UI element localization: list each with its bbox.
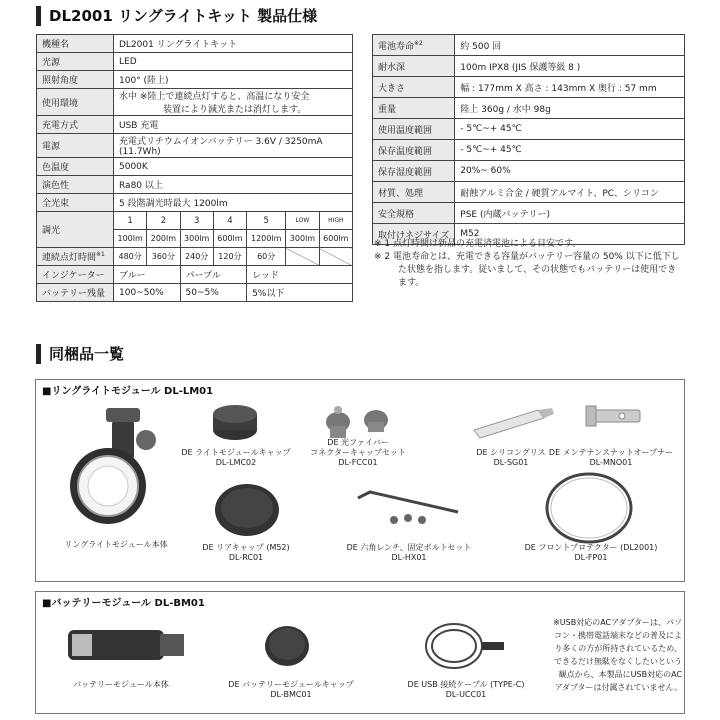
runtime-value [319,248,352,266]
spec-key-text: 材質、処理 [378,188,424,199]
spec-row [37,89,353,116]
item-hx01: DE 六角レンチ、固定ボルトセット DL-HX01 [346,543,472,562]
dimming-label: 調光 [37,212,114,248]
spec-row [37,158,353,176]
light-module-cap-icon [210,402,260,442]
spec-key: 電源 [37,134,114,158]
battery-module-label: ■バッテリーモジュール DL-BM01 [42,598,205,609]
indicator-row-label: インジケーター [37,266,114,284]
hex-wrench-icon [354,488,464,528]
ring-light-body-label: リングライトモジュール本体 [64,540,168,549]
spec-key [373,35,455,56]
spec-key [373,56,455,77]
dimming-level: 3 [180,212,213,230]
nut-opener-icon [582,404,642,430]
spec-row [373,98,685,119]
lumen-value: 600lm [319,230,352,248]
spec-value: 陸上 360g / 水中 98g [455,98,685,119]
spec-value [114,89,353,116]
spec-value-line: LED [119,56,137,67]
spec-value-line: Ra80 以上 [119,181,163,191]
spec-key-text: 耐水深 [378,62,406,73]
dimming-level: 2 [147,212,180,230]
dimming-level: 5 [247,212,286,230]
spec-key: 色温度 [37,158,114,176]
spec-row [37,53,353,71]
spec-value [114,53,353,71]
spec-key: 演色性 [37,176,114,194]
spec-value: 約 500 回 [455,35,685,56]
battery-row [37,284,353,302]
runtime-value: 480分 [114,248,147,266]
spec-value [114,116,353,134]
spec-row [37,71,353,89]
spec-value [114,176,353,194]
ring-module-box [35,379,685,582]
indicator-row-value: ブルー [114,266,181,284]
note-1: ※ 1 点灯時間は新品の充電済電池による目安です。 [374,239,582,249]
spec-value [114,35,353,53]
spec-row [373,35,685,56]
spec-row [373,119,685,140]
spec-row [37,35,353,53]
spec-value-line: DL2001 リングライトキット [119,40,238,50]
note-2: ※ 2 電池寿命とは、充電できる容量がバッテリー容量の 50% 以下に低下した状態を指します。従いまして、その状態でもバッテリーは使用できます。 [374,252,680,288]
spec-table-left [36,34,353,302]
spec-row [373,56,685,77]
battery-row-value: 50~5% [180,284,247,302]
item-rc01: DE リアキャップ (M52) DL-RC01 [202,543,290,562]
battery-row-value: 5%以下 [247,284,353,302]
spec-key-text: 電池寿命 [378,41,415,52]
page-title: DL2001 リングライトキット 製品仕様 [36,6,317,26]
dimming-level: 4 [213,212,246,230]
spec-key [373,140,455,161]
spec-key: 光源 [37,53,114,71]
lumen-value: 600lm [213,230,246,248]
spec-value: 幅 : 177mm X 高さ : 143mm X 奥行 : 57 mm [455,77,685,98]
spec-key [373,203,455,224]
spec-key-note: ※2 [414,39,423,47]
contents-title: 同梱品一覧 [36,344,124,364]
spec-value [114,194,353,212]
battery-body-icon [64,620,194,668]
rear-cap-icon [212,478,282,538]
spec-value-line: USB 充電 [119,121,159,131]
silicone-grease-icon [468,402,558,442]
battery-row-value: 100~50% [114,284,181,302]
item-sg01: DE シリコングリス DL-SG01 [476,448,546,467]
spec-value-line: 5000K [119,161,148,172]
fiber-cap-icon [320,396,400,442]
spec-key-text: 保存温度範囲 [378,146,433,157]
runtime-value: 240分 [180,248,213,266]
dimming-level: 1 [114,212,147,230]
dimming-level: HIGH [319,212,352,230]
spec-row [373,182,685,203]
spec-key-text: 重量 [378,104,397,115]
spec-value: PSE (内蔵バッテリー) [455,203,685,224]
lumen-value: 100lm [114,230,147,248]
spec-value: - 5℃~+ 45℃ [455,119,685,140]
spec-row [37,194,353,212]
indicator-row-value: レッド [247,266,353,284]
usb-cable-icon [416,612,516,680]
spec-key: 機種名 [37,35,114,53]
spec-value: 耐蝕アルミ合金 / 硬質アルマイト、PC、シリコン [455,182,685,203]
spec-key: 全光束 [37,194,114,212]
item-fcc01: DE 光ファイバー コネクターキャップセット DL-FCC01 [310,438,406,467]
spec-key-text: 大きさ [378,83,406,94]
spec-value-line2: 装置により減光または消灯します。 [163,105,307,115]
runtime-row [37,248,353,266]
item-fp01: DE フロントプロテクター (DL2001) DL-FP01 [524,543,658,562]
runtime-label [37,248,114,266]
runtime-note: ※1 [96,251,105,258]
spec-key [373,161,455,182]
spec-row [37,134,353,158]
runtime-value [286,248,319,266]
spec-value-line2: (11.7Wh) [119,147,161,157]
spec-value: - 5℃~+ 45℃ [455,140,685,161]
dimming-level: LOW [286,212,319,230]
indicator-row [37,266,353,284]
spec-value [114,134,353,158]
lumen-value: 200lm [147,230,180,248]
lumen-value: 300lm [180,230,213,248]
battery-cap-icon [262,622,312,668]
spec-table-right [372,34,685,245]
spec-value [114,71,353,89]
ring-light-body-icon [50,400,170,530]
item-ucc01: DE USB 接続ケーブル (TYPE-C) DL-UCC01 [407,680,525,699]
front-protector-icon [544,470,634,546]
spec-key: 使用環境 [37,89,114,116]
spec-row [37,176,353,194]
runtime-value: 360分 [147,248,180,266]
runtime-value: 60分 [247,248,286,266]
lumen-value: 300lm [286,230,319,248]
spec-value [114,158,353,176]
spec-key-text: 取付けネジサイズ [378,230,450,241]
spec-key [373,77,455,98]
item-bmc01: DE バッテリーモジュールキャップ DL-BMC01 [228,680,354,699]
spec-key [373,182,455,203]
spec-key: 充電方式 [37,116,114,134]
dimming-row [37,212,353,230]
battery-module-box [35,591,685,714]
spec-key-text: 保存湿度範囲 [378,167,433,178]
spec-value-line: 充電式リチウムイオンバッテリー 3.6V / 3250mA [119,137,323,147]
spec-row [373,161,685,182]
usb-adapter-note: ※USB対応のACアダプターは、パソ コン・携帯電話端末などの普及によ り多くの方が所持されているため、 できるだけ無駄をなくしたいという 観点から、本製品にUSB対応のAC アダプターは付属されていません。 [553,618,682,692]
battery-body-label: バッテリーモジュール本体 [73,680,169,689]
spec-value-line: 水中 ※陸上で連続点灯すると、高温になり安全 [119,92,310,102]
spec-row [373,203,685,224]
runtime-value: 120分 [213,248,246,266]
spec-value: 100m IPX8 (JIS 保護等級 8 ) [455,56,685,77]
lumen-value: 1200lm [247,230,286,248]
spec-value: 20%~ 60% [455,161,685,182]
spec-key [373,119,455,140]
spec-key-text: 安全規格 [378,209,415,220]
item-mno01: DE メンテナンスナットオープナー DL-MNO01 [548,448,674,467]
spec-row [373,140,685,161]
spec-row [373,77,685,98]
spec-notes [374,238,684,290]
spec-value-line: 100° (陸上) [119,76,169,86]
ring-module-label: ■リングライトモジュール DL-LM01 [42,386,214,397]
spec-row [37,116,353,134]
battery-row-label: バッテリー残量 [37,284,114,302]
spec-value: M52 [455,224,685,245]
spec-key-text: 使用温度範囲 [378,125,433,136]
indicator-row-value: パープル [180,266,247,284]
item-lmc02: DE ライトモジュールキャップ DL-LMC02 [181,448,291,467]
spec-key [373,98,455,119]
runtime-label-text: 連続点灯時間 [42,253,97,263]
spec-key: 照射角度 [37,71,114,89]
spec-value-line: 5 段階調光時最大 1200lm [119,199,228,209]
